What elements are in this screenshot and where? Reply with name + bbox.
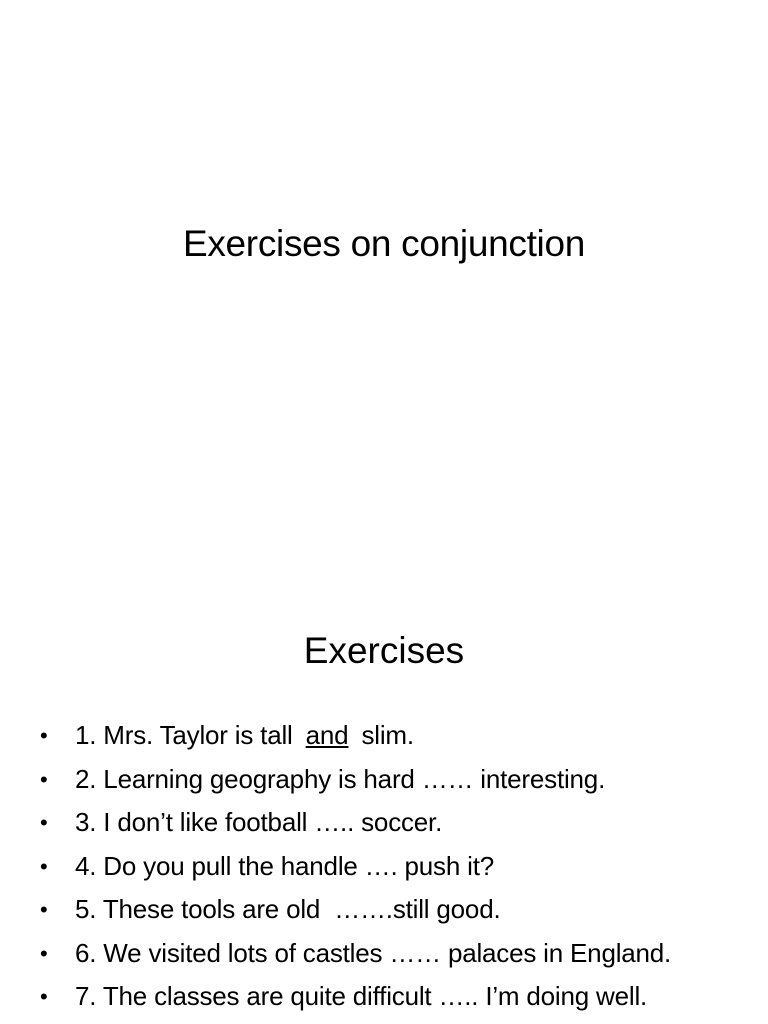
exercise-list (40, 714, 760, 1019)
exercise-text: 2. Learning geography is hard …… interesting. (75, 763, 606, 794)
presentation-title: Exercises on conjunction (182, 223, 586, 264)
bullet-icon: • (40, 810, 48, 835)
exercise-text: 5. These tools are old …….still good. (75, 894, 501, 924)
slide-exercises (0, 576, 768, 1024)
bullet-icon: • (40, 723, 48, 748)
exercise-text-after: slim. (354, 720, 414, 750)
exercise-item-5 (40, 888, 760, 932)
exercise-item-6 (40, 932, 760, 976)
exercise-item-2 (40, 758, 760, 802)
exercise-answer: and (305, 720, 349, 750)
exercise-item-1 (40, 714, 760, 758)
bullet-icon: • (40, 897, 48, 922)
exercise-text-before: 1. Mrs. Taylor is tall (75, 720, 300, 750)
exercises-heading: Exercises (303, 630, 465, 671)
exercise-item-4 (40, 845, 760, 889)
exercise-item-3 (40, 801, 760, 845)
bullet-icon: • (40, 766, 48, 792)
exercise-text: 6. We visited lots of castles …… palaces in England. (75, 937, 672, 968)
exercise-text: 7. The classes are quite difficult ….. I’m doing well. (75, 981, 648, 1011)
exercise-text: 3. I don’t like football ….. soccer. (75, 807, 443, 837)
exercise-item-7 (40, 975, 760, 1019)
bullet-icon: • (40, 853, 48, 879)
exercise-text: 4. Do you pull the handle …. push it? (75, 850, 494, 881)
bullet-icon: • (40, 940, 48, 966)
bullet-icon: • (40, 984, 48, 1009)
